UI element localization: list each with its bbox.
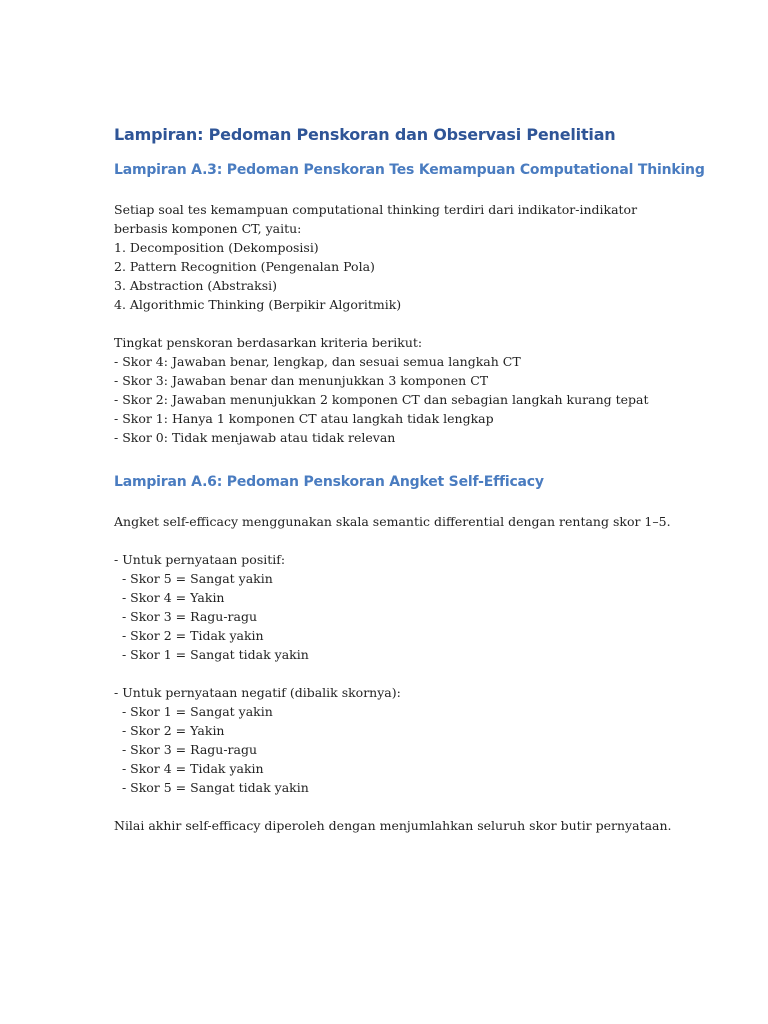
list-item: - Skor 5 = Sangat yakin — [114, 571, 273, 586]
list-item: - Skor 5 = Sangat tidak yakin — [114, 780, 309, 795]
list-item: - Skor 3 = Ragu-ragu — [114, 609, 258, 624]
criteria-intro: Tingkat penskoran berdasarkan kriteria berikut: — [114, 335, 423, 350]
list-item: - Skor 4 = Yakin — [114, 590, 225, 605]
document-page — [114, 124, 714, 835]
positive-statement-label: - Untuk pernyataan positif: — [114, 552, 286, 567]
negative-score-list — [114, 702, 714, 797]
list-item: 2. Pattern Recognition (Pengenalan Pola) — [114, 259, 375, 274]
ct-components-list — [114, 238, 714, 314]
list-item: - Skor 3 = Ragu-ragu — [114, 742, 258, 757]
list-item: 1. Decomposition (Dekomposisi) — [114, 240, 319, 255]
section-a3-heading: Lampiran A.3: Pedoman Penskoran Tes Kemampuan Computational Thinking — [114, 162, 705, 178]
negative-statement-label: - Untuk pernyataan negatif (dibalik skornya): — [114, 685, 401, 700]
list-item: - Skor 1 = Sangat yakin — [114, 704, 273, 719]
section-a6-intro: Angket self-efficacy menggunakan skala semantic differential dengan rentang skor 1–5. — [114, 514, 671, 529]
list-item: - Skor 0: Tidak menjawab atau tidak relevan — [114, 430, 396, 445]
list-item: - Skor 3: Jawaban benar dan menunjukkan 3 komponen CT — [114, 373, 489, 388]
positive-score-list — [114, 569, 714, 664]
list-item: - Skor 2 = Tidak yakin — [114, 628, 264, 643]
criteria-list — [114, 352, 714, 447]
list-item: - Skor 2: Jawaban menunjukkan 2 komponen CT dan sebagian langkah kurang tepat — [114, 392, 649, 407]
list-item: 3. Abstraction (Abstraksi) — [114, 278, 278, 293]
list-item: - Skor 4: Jawaban benar, lengkap, dan sesuai semua langkah CT — [114, 354, 521, 369]
section-a6-conclusion: Nilai akhir self-efficacy diperoleh dengan menjumlahkan seluruh skor butir pernyataan. — [114, 818, 672, 833]
list-item: - Skor 1 = Sangat tidak yakin — [114, 647, 309, 662]
list-item: - Skor 4 = Tidak yakin — [114, 761, 264, 776]
list-item: - Skor 1: Hanya 1 komponen CT atau langkah tidak lengkap — [114, 411, 494, 426]
section-a6-heading: Lampiran A.6: Pedoman Penskoran Angket Self-Efficacy — [114, 474, 544, 490]
list-item: 4. Algorithmic Thinking (Berpikir Algoritmik) — [114, 297, 402, 312]
document-title: Lampiran: Pedoman Penskoran dan Observasi Penelitian — [114, 125, 616, 144]
section-a3-intro: Setiap soal tes kemampuan computational thinking terdiri dari indikator-indikator berbasis komponen CT, yaitu: — [114, 202, 638, 236]
list-item: - Skor 2 = Yakin — [114, 723, 225, 738]
